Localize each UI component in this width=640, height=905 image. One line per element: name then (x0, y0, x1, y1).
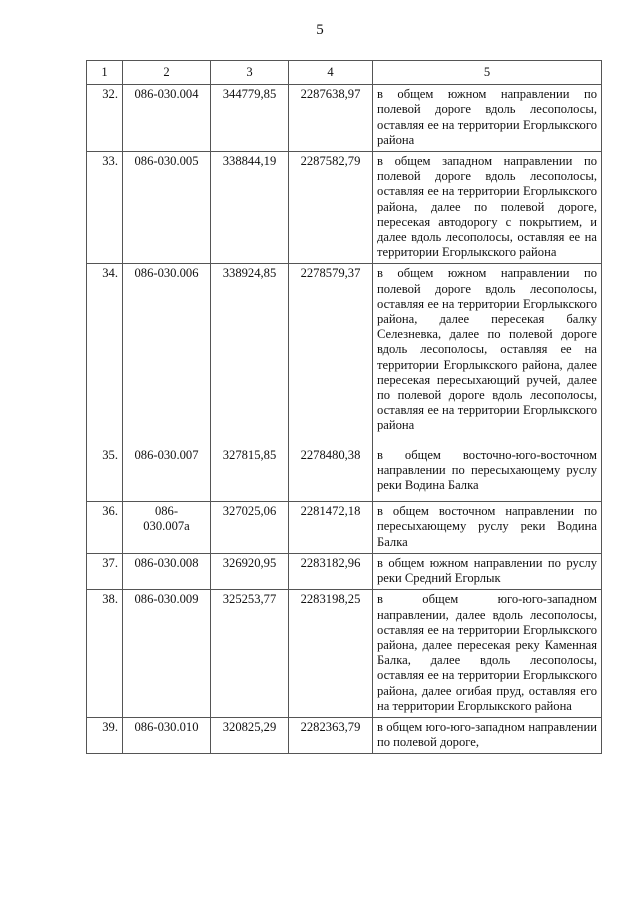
table-row (87, 152, 602, 264)
point-code: 086-030.007а (123, 502, 211, 554)
direction-description: в общем юго-юго-западном направлении, далее вдоль лесополосы, оставляя ее на территории Егорлыкского района, далее пересекая реку Каменная Балка, далее вдоль лесополосы, оставляя ее на территории Егорлыкского района, далее огибая пруд, оставляя его на территории Егорлыкского района (373, 590, 602, 718)
coord-x: 327815,85 (211, 446, 289, 502)
header-cell: 2 (123, 61, 211, 85)
coord-x: 320825,29 (211, 717, 289, 753)
coord-y: 2278480,38 (289, 446, 373, 502)
point-code: 086-030.004 (123, 85, 211, 152)
table-row (87, 264, 602, 446)
row-number: 32. (87, 85, 123, 152)
coord-x: 338844,19 (211, 152, 289, 264)
direction-description: в общем южном направлении по полевой дороге вдоль лесополосы, оставляя ее на территории Егорлыкского района, далее пересекая балку Селезневка, далее по полевой дороге вдоль лесополосы, оставляя ее на территории Егорлыкского района, далее пересекая пересыхающий ручей, далее по полевой дороге вдоль лесополосы, оставляя ее на территории Егорлыкского района (373, 264, 602, 446)
coord-x: 326920,95 (211, 553, 289, 589)
table-row (87, 553, 602, 589)
coord-y: 2287582,79 (289, 152, 373, 264)
coord-x: 327025,06 (211, 502, 289, 554)
direction-description: в общем западном направлении по полевой дороге вдоль лесополосы, оставляя ее на территории Егорлыкского района, далее по полевой дороге, пересекая автодорогу с покрытием, и далее вдоль лесополосы, оставляя ее на территории Егорлыкского района (373, 152, 602, 264)
point-code: 086-030.009 (123, 590, 211, 718)
row-number: 36. (87, 502, 123, 554)
coord-y: 2278579,37 (289, 264, 373, 446)
coord-y: 2283198,25 (289, 590, 373, 718)
page-number: 5 (316, 22, 324, 38)
table-row (87, 502, 602, 554)
table-row (87, 717, 602, 753)
point-code: 086-030.008 (123, 553, 211, 589)
row-number: 39. (87, 717, 123, 753)
coord-x: 338924,85 (211, 264, 289, 446)
coord-y: 2282363,79 (289, 717, 373, 753)
direction-description: в общем южном направлении по руслу реки Средний Егорлык (373, 553, 602, 589)
header-cell: 4 (289, 61, 373, 85)
coord-y: 2283182,96 (289, 553, 373, 589)
point-code: 086-030.007 (123, 446, 211, 502)
row-number: 38. (87, 590, 123, 718)
direction-description: в общем южном направлении по полевой дороге вдоль лесополосы, оставляя ее на территории Егорлыкского района (373, 85, 602, 152)
table-row (87, 590, 602, 718)
coord-y: 2281472,18 (289, 502, 373, 554)
coord-y: 2287638,97 (289, 85, 373, 152)
header-cell: 5 (373, 61, 602, 85)
header-cell: 1 (87, 61, 123, 85)
row-number: 33. (87, 152, 123, 264)
direction-description: в общем восточном направлении по пересыхающему руслу реки Водина Балка (373, 502, 602, 554)
direction-description: в общем юго-юго-западном направлении по полевой дороге, (373, 717, 602, 753)
row-number: 34. (87, 264, 123, 446)
boundary-table (86, 60, 602, 754)
table-row (87, 446, 602, 502)
header-row (87, 61, 602, 85)
point-code: 086-030.006 (123, 264, 211, 446)
coord-x: 325253,77 (211, 590, 289, 718)
row-number: 35. (87, 446, 123, 502)
coord-x: 344779,85 (211, 85, 289, 152)
point-code: 086-030.005 (123, 152, 211, 264)
direction-description: в общем восточно-юго-восточном направлении по пересыхающему руслу реки Водина Балка (373, 446, 602, 502)
header-cell: 3 (211, 61, 289, 85)
point-code: 086-030.010 (123, 717, 211, 753)
table-row (87, 85, 602, 152)
row-number: 37. (87, 553, 123, 589)
